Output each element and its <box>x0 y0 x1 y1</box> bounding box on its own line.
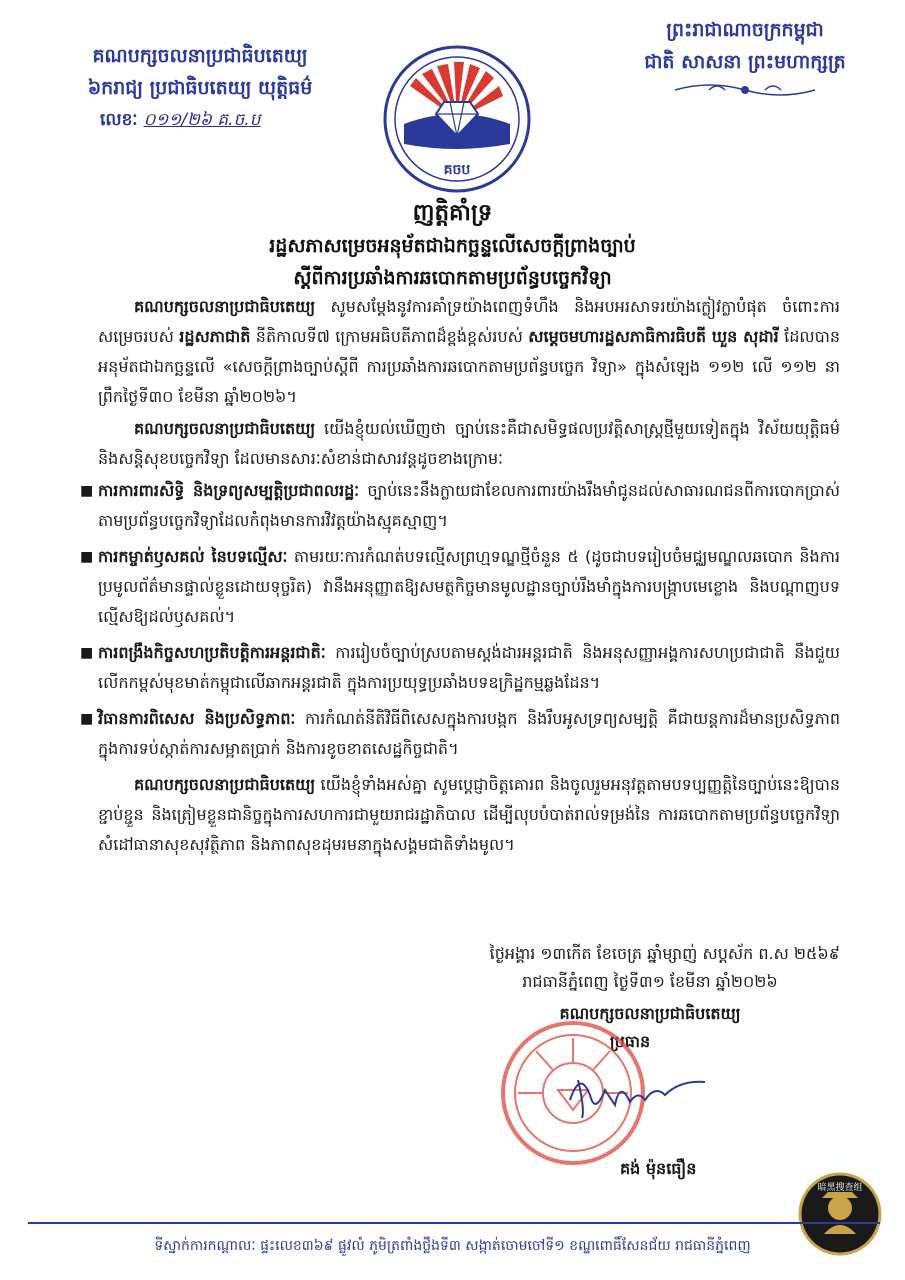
document-number <box>0 104 400 136</box>
list-item <box>80 638 840 698</box>
document-subtitle-2: ស្តីពីការប្រឆាំងការឆបោកតាមប្រព័ន្ធបច្ចេកវិទ្យា <box>293 267 612 289</box>
bullet-icon: ■ <box>80 549 94 565</box>
signatory-party: គណបក្សចលនាប្រជាធិបតេយ្យ <box>559 1004 741 1023</box>
paragraph-1-text-b: នីតិកាលទី៧ ក្រោមអធិបតីភាពដ៏ខ្ពង់ខ្ពស់របស់ <box>250 327 529 346</box>
list-item-text: ច្បាប់នេះនឹងក្លាយជាខែលការពារយ៉ាងរឹងមាំជូនដល់សាធារណជនពីការបោកប្រាស់តាមប្រព័ន្ធបច្ចេកវិទ្យាដែលកំពុងមានការវិវត្តយ៉ាងស្មុគស្មាញ។ <box>98 481 840 530</box>
paragraph-1-text-c: ដែលបានអនុម័តជាឯកច្ឆន្ទលើ «សេចក្តីព្រាងច្បាប់ស្តីពី ការប្រឆាំងការឆបោកតាមប្រព័ន្ធបច្ចេក វិទ្យា» ក្នុងសំឡេង ១១២ លើ ១១២ នាព្រឹកថ្ងៃទី៣០ ខែមីនា ឆ្នាំ២០២៦។ <box>98 327 841 406</box>
document-body <box>80 292 841 862</box>
list-item-text: ការកំណត់នីតិវិធីពិសេសក្នុងការបង្កក និងរឹបអូសទ្រព្យសម្បត្តិ គឺជាយន្តការដ៏មានប្រសិទ្ធភាពក្នុងការទប់ស្កាត់ការសម្អាតប្រាក់ និងការខូចខាតសេដ្ឋកិច្ចជាតិ។ <box>98 709 840 758</box>
bullet-icon: ■ <box>80 711 94 727</box>
assembly-leader: សម្តេចមហារដ្ឋសភាធិការធិបតី ឃួន សុដារី <box>528 327 779 346</box>
list-item-heading: ការការពារសិទ្ធិ និងទ្រព្យសម្បត្តិប្រជាពលរដ្ឋៈ <box>98 481 360 500</box>
signer-name: គង់ ម៉ុនធឿន <box>620 1159 697 1178</box>
kingdom-title: ព្រះរាជាណាចក្រកម្ពុជា <box>666 19 824 41</box>
header-right <box>585 14 905 100</box>
lunar-date: ថ្ងៃអង្គារ ១៣កើត ខែចេត្រ ឆ្នាំម្សាញ់ សប្តស័ក ព.ស ២៥៦៩ <box>489 944 840 963</box>
party-name-header: គណបក្សចលនាប្រជាធិបតេយ្យ <box>92 45 308 67</box>
paragraph-1-text-a: សូមសម្តែងនូវការគាំទ្រយ៉ាងពេញទំហឹង និងអបអរសាទរយ៉ាងក្លៀវក្លាបំផុត ចំពោះការសម្រេចរបស់ <box>98 297 840 346</box>
document-subtitle-1: រដ្ឋសភាសម្រេចអនុម័តជាឯកច្ឆន្ទលើសេចក្តីព្រាងច្បាប់ <box>269 235 636 257</box>
list-item-text: ការរៀបចំច្បាប់ស្របតាមស្តង់ដារអន្តរជាតិ និងអនុសញ្ញាអង្គការសហប្រជាជាតិ នឹងជួយលើកកម្ពស់មុខមាត់កម្ពុជាលើឆាកអន្តរជាតិ ក្នុងការប្រយុទ្ធប្រឆាំងបទឧក្រិដ្ឋកម្មឆ្លងដែន។ <box>98 643 840 692</box>
list-item-text: តាមរយៈការកំណត់បទល្មើសព្រហ្មទណ្ឌថ្មីចំនួន ៥ (ដូចជាបទរៀបចំមជ្ឈមណ្ឌលឆបោក និងការប្រមូលព័ត៌មានផ្ទាល់ខ្លួនដោយទុច្ចរិត) វានឹងអនុញ្ញាតឱ្យសមត្ថកិច្ចមានមូលដ្ឋានច្បាប់រឹងមាំក្នុងការបង្ក្រាបមេខ្លោង និងបណ្តាញបទល្មើសឱ្យដល់ឫសគល់។ <box>98 547 840 626</box>
list-item-heading: ការពង្រឹងកិច្ចសហប្រតិបត្តិការអន្តរជាតិៈ <box>98 643 326 662</box>
list-item <box>80 476 840 536</box>
paragraph-1 <box>98 292 840 412</box>
party-name-inline: គណបក្សចលនាប្រជាធិបតេយ្យ <box>134 297 316 316</box>
list-item-heading: ការកម្ចាត់ឫសគល់ នៃបទល្មើសៈ <box>98 547 288 566</box>
bullet-icon: ■ <box>80 645 94 661</box>
assembly-name: រដ្ឋសភាជាតិ <box>179 327 251 346</box>
header-left <box>0 40 400 136</box>
list-item <box>80 542 840 632</box>
footer-address: ទីស្នាក់ការកណ្តាលៈ ផ្ទះលេខ៣៦៩ ផ្លូវលំ ភូមិត្រពាំងថ្លឹងទី៣ សង្កាត់ចោមចៅទី១ ខណ្ឌពោធិ៍សែនជ័យ រាជធានីភ្នំពេញ <box>154 1238 751 1254</box>
list-item-heading: វិធានការពិសេស និងប្រសិទ្ធភាពៈ <box>98 709 296 728</box>
party-name-inline: គណបក្សចលនាប្រជាធិបតេយ្យ <box>134 775 316 794</box>
party-logo-icon <box>382 44 532 194</box>
document-title: ញត្តិគាំទ្រ <box>412 200 493 226</box>
footer-divider <box>28 1222 880 1224</box>
bullet-icon: ■ <box>80 483 94 499</box>
handwritten-signature-icon <box>560 1060 710 1120</box>
signatory-role: ប្រធាន <box>609 1032 651 1051</box>
number-value: ០១១/២៦ គ.ច.ប <box>143 110 261 130</box>
paragraph-2 <box>98 414 840 474</box>
paragraph-2-text: យើងខ្ញុំយល់ឃើញថា ច្បាប់នេះគឺជាសមិទ្ធផលប្រវត្តិសាស្ត្រថ្មីមួយទៀតក្នុង វិស័យយុត្តិធម៌ និងសន្តិសុខបច្ចេកវិទ្យា ដែលមានសារៈសំខាន់ជាសារវន្តដូចខាងក្រោមៈ <box>98 419 840 468</box>
ornament-divider-icon <box>670 80 820 100</box>
number-label: លេខៈ <box>100 110 138 130</box>
watermark-text: 暗黑搜查组 <box>817 1183 863 1193</box>
logo-caption: គចប <box>443 162 471 178</box>
title-block <box>0 196 905 294</box>
national-motto: ជាតិ សាសនា ព្រះមហាក្សត្រ <box>644 51 846 73</box>
paragraph-3 <box>98 770 840 860</box>
key-points-list <box>80 476 840 764</box>
paragraph-3-text: យើងខ្ញុំទាំងអស់គ្នា សូមប្តេជ្ញាចិត្តគោរព និងចូលរួមអនុវត្តតាមបទប្បញ្ញត្តិនៃច្បាប់នេះឱ្យបានខ្ជាប់ខ្ជួន និងត្រៀមខ្លួនជានិច្ចក្នុងការសហការជាមួយរាជរដ្ឋាភិបាល ដើម្បីលុបបំបាត់រាល់ទម្រង់នៃ ការឆបោកតាមប្រព័ន្ធបច្ចេកវិទ្យា សំដៅធានាសុខសុវត្ថិភាព និងភាពសុខដុមរមនាក្នុងសង្គមជាតិទាំងមូល។ <box>98 775 840 854</box>
solar-date: រាជធានីភ្នំពេញ ថ្ងៃទី៣១ ខែមីនា ឆ្នាំ២០២៦ <box>522 972 778 991</box>
list-item <box>80 704 840 764</box>
party-name-inline: គណបក្សចលនាប្រជាធិបតេយ្យ <box>134 419 316 438</box>
party-slogan: ៦ករាជ្យ ប្រជាធិបតេយ្យ យុត្តិធម៌ <box>87 77 313 99</box>
